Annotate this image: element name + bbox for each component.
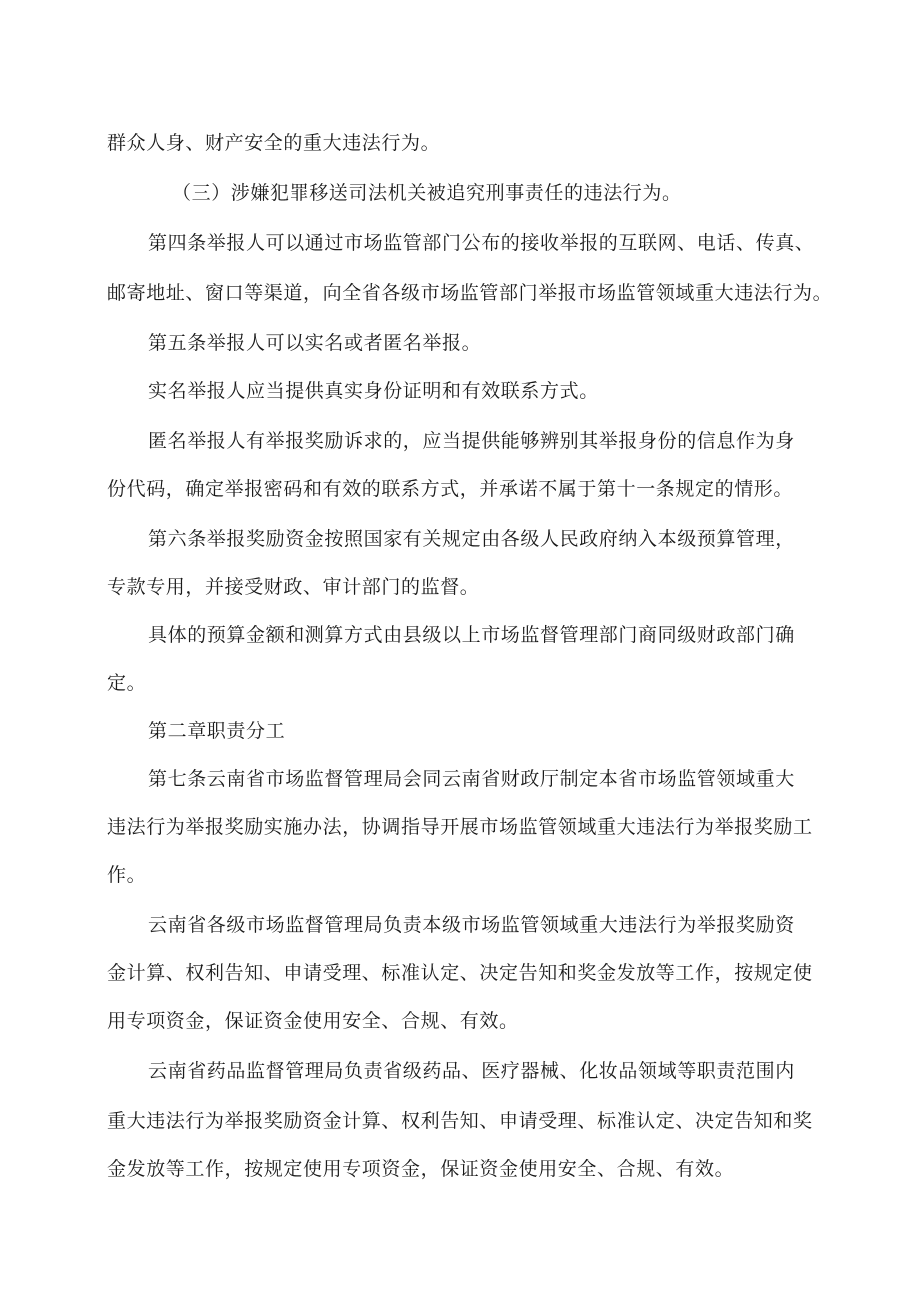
text-line: 第五条举报人可以实名或者匿名举报。 (148, 332, 482, 354)
text-line: 群众人身、财产安全的重大违法行为。 (107, 132, 441, 154)
text-line: 具体的预算金额和测算方式由县级以上市场监督管理部门商同级财政部门确 (148, 624, 795, 646)
text-line: 第六条举报奖励资金按照国家有关规定由各级人民政府纳入本级预算管理， (148, 528, 795, 550)
text-line: 实名举报人应当提供真实身份证明和有效联系方式。 (148, 380, 599, 402)
section-heading: 第二章职责分工 (148, 720, 286, 742)
text-line: 重大违法行为举报奖励资金计算、权利告知、申请受理、标准认定、决定告知和奖 (107, 1110, 813, 1132)
text-line: 邮寄地址、窗口等渠道，向全省各级市场监管部门举报市场监管领域重大违法行为。 (107, 282, 833, 304)
text-line: 第七条云南省市场监督管理局会同云南省财政厅制定本省市场监管领域重大 (148, 768, 795, 790)
text-line: （三）涉嫌犯罪移送司法机关被追究刑事责任的违法行为。 (172, 182, 682, 204)
text-line: 匿名举报人有举报奖励诉求的，应当提供能够辨别其举报身份的信息作为身 (148, 430, 795, 452)
text-line: 份代码，确定举报密码和有效的联系方式，并承诺不属于第十一条规定的情形。 (107, 478, 794, 500)
text-line: 云南省药品监督管理局负责省级药品、医疗器械、化妆品领域等职责范围内 (148, 1060, 795, 1082)
text-line: 云南省各级市场监督管理局负责本级市场监管领域重大违法行为举报奖励资 (148, 914, 795, 936)
text-line: 用专项资金，保证资金使用安全、合规、有效。 (107, 1010, 519, 1032)
text-line: 定。 (107, 672, 147, 694)
text-line: 作。 (107, 864, 147, 886)
text-line: 第四条举报人可以通过市场监管部门公布的接收举报的互联网、电话、传真、 (148, 232, 815, 254)
text-line: 专款专用，并接受财政、审计部门的监督。 (107, 576, 480, 598)
text-line: 金发放等工作，按规定使用专项资金，保证资金使用安全、合规、有效。 (107, 1158, 735, 1180)
text-line: 金计算、权利告知、申请受理、标准认定、决定告知和奖金发放等工作，按规定使 (107, 962, 813, 984)
text-line: 违法行为举报奖励实施办法，协调指导开展市场监管领域重大违法行为举报奖励工 (107, 816, 813, 838)
